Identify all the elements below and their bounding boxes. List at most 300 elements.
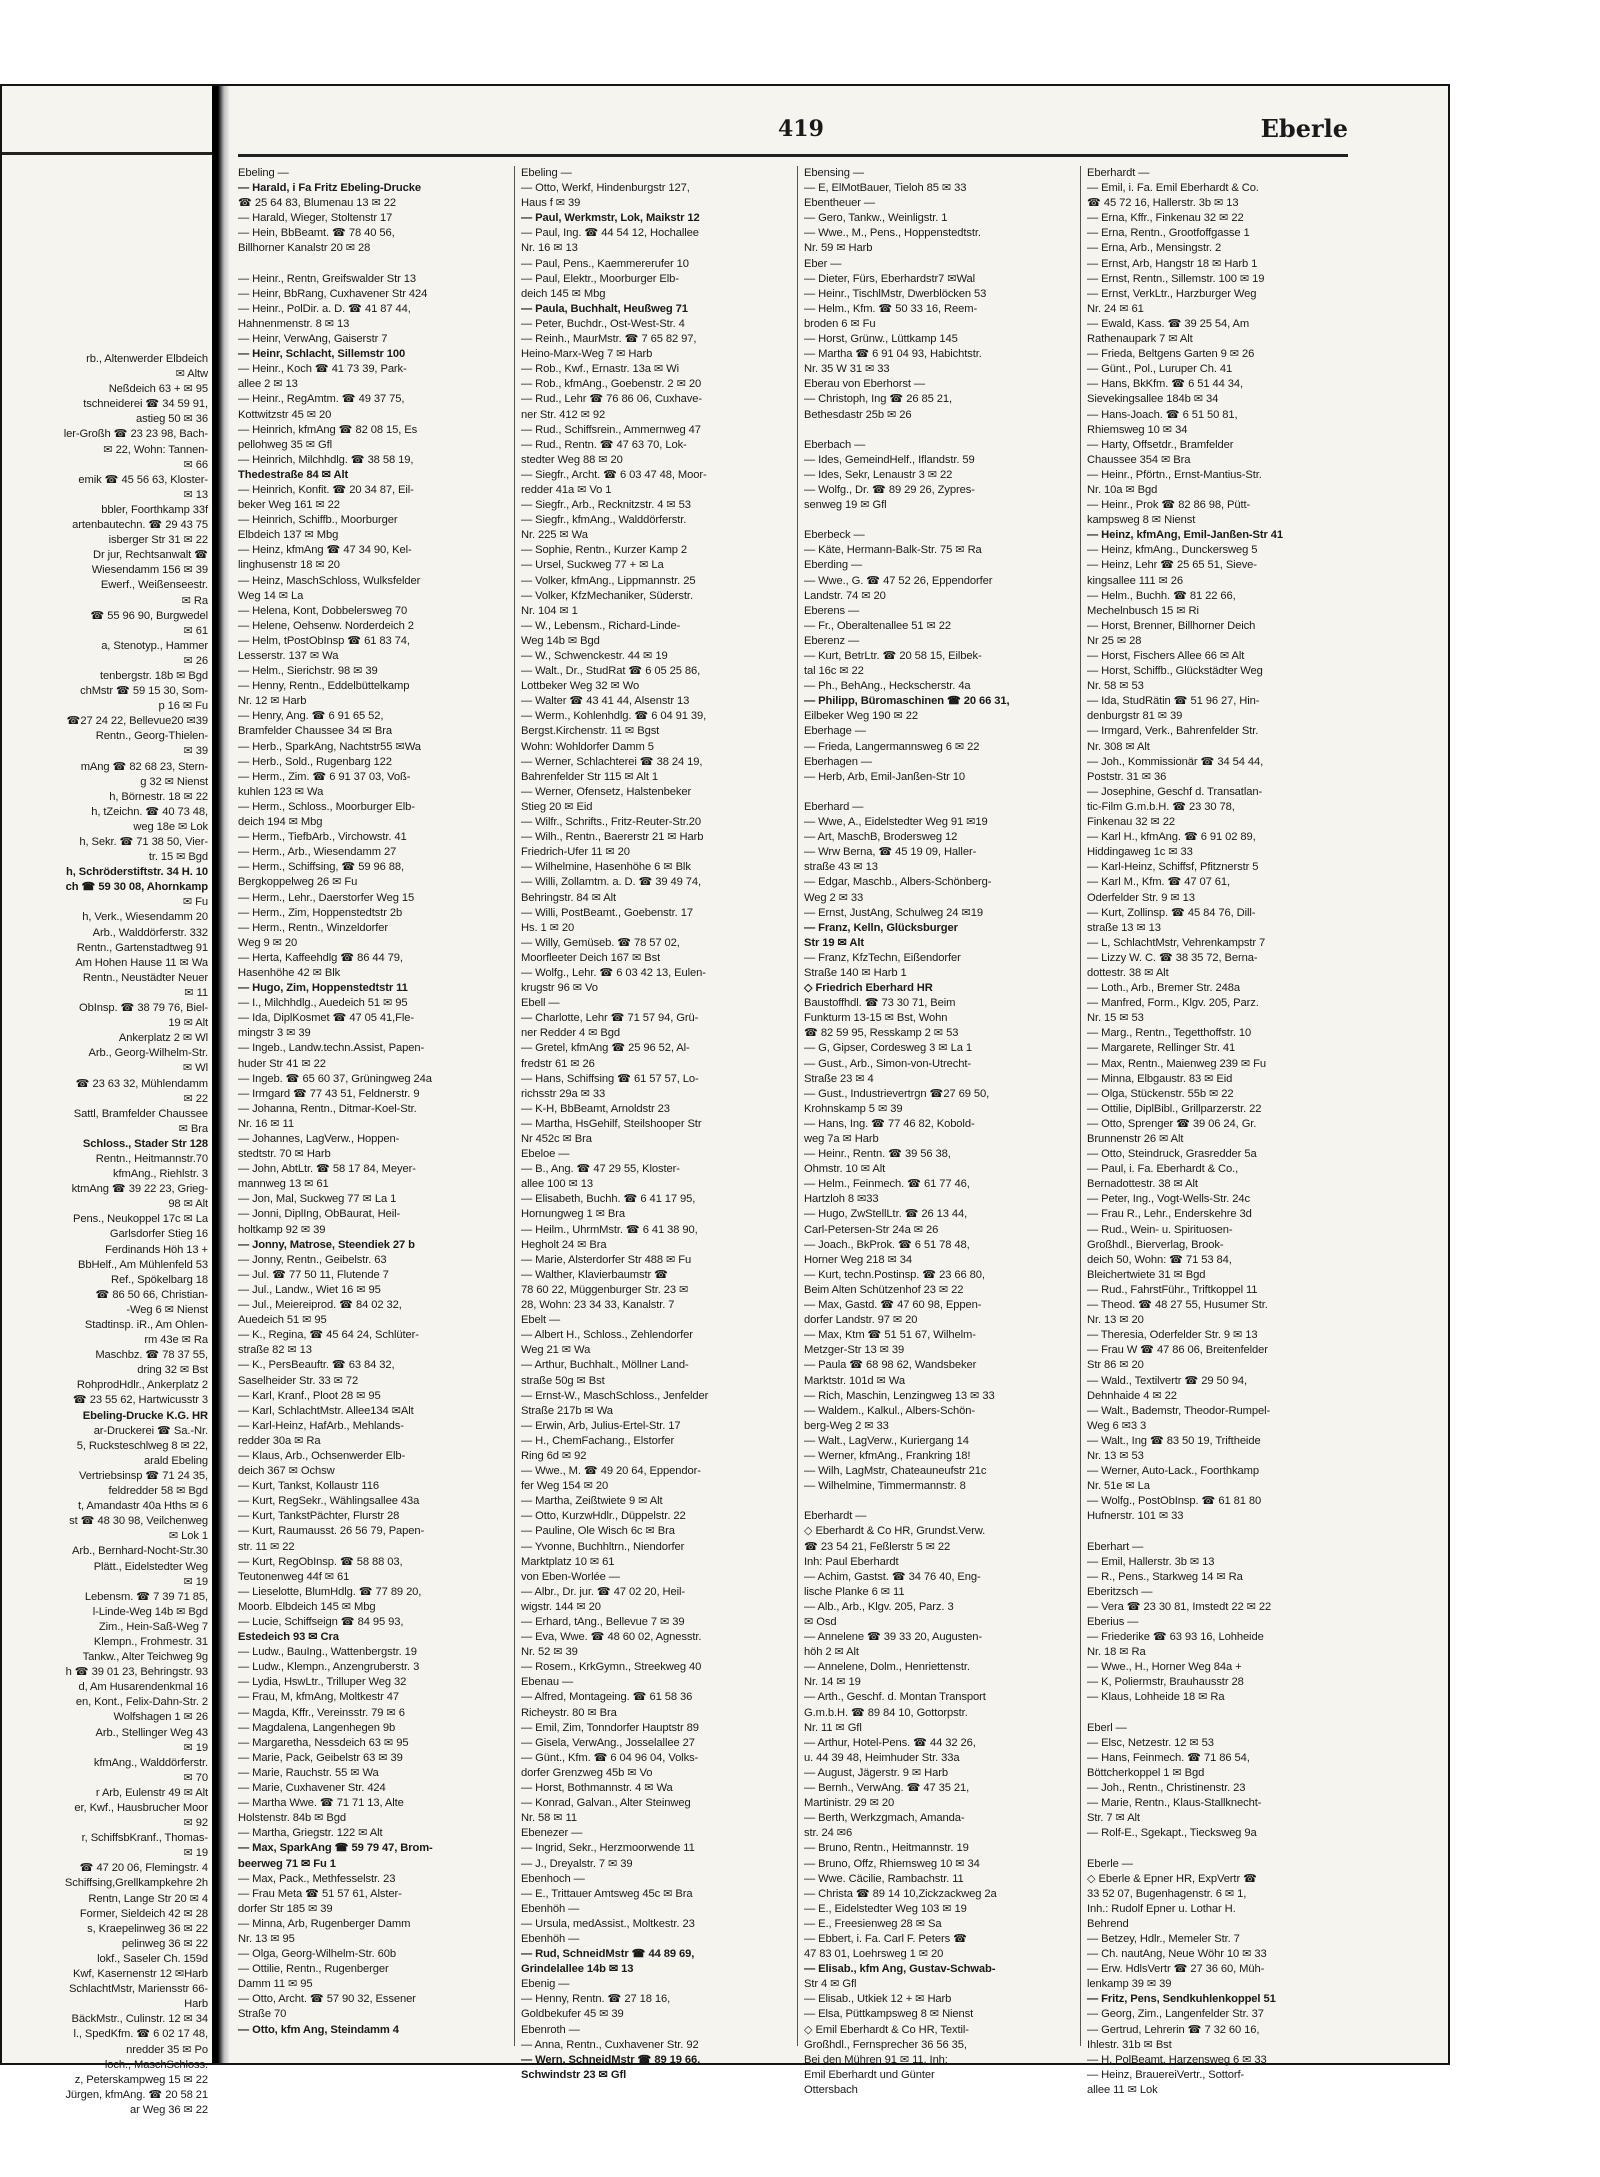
directory-entry-line: ✉ 11 (184, 986, 208, 999)
directory-entry-line: — Herb., Sold., Rugenbarg 122 (238, 755, 392, 768)
directory-entry-line: — Walt., Ing ☎ 83 50 19, Triftheide (1087, 1434, 1261, 1447)
directory-entry-line: Am Hohen Hause 11 ✉ Wa (75, 956, 208, 969)
directory-entry-line: — Annelene ☎ 39 33 20, Augusten- (804, 1631, 983, 1644)
directory-entry-line: — Bruno, Offz, Rhiemsweg 10 ✉ 34 (804, 1857, 980, 1870)
directory-entry-line: — Kurt, techn.Postinsp. ☎ 23 66 80, (804, 1268, 985, 1281)
directory-entry-line: deich 145 ✉ Mbg (521, 287, 606, 300)
directory-entry-line: — Ernst, Arb, Hangstr 18 ✉ Harb 1 (1087, 257, 1258, 270)
directory-entry-line: kfmAng., Walddörferstr. (93, 1756, 208, 1769)
directory-entry-line: — Karl M., Kfm. ☎ 47 07 61, (1087, 876, 1231, 889)
directory-entry-line: — L, SchlachtMstr, Vehrenkampstr 7 (1087, 936, 1266, 949)
directory-entry-line: — Max, SparkAng ☎ 59 79 47, Brom- (238, 1842, 433, 1855)
directory-entry-line: — Lizzy W. C. ☎ 38 35 72, Berna- (1087, 951, 1258, 964)
directory-entry-line: — Gust., Arb., Simon-von-Utrecht- (804, 1057, 972, 1070)
directory-entry-line: -Weg 6 ✉ Nienst (126, 1303, 208, 1316)
directory-entry-line: — Wolfg., Lehr. ☎ 6 03 42 13, Eulen- (521, 966, 706, 979)
directory-entry-line: — Herm., Lehr., Daerstorfer Weg 15 (238, 891, 415, 904)
directory-entry-line: — Alb., Arb., Klgv. 205, Parz. 3 (804, 1600, 954, 1613)
directory-entry-line: Hahnenmenstr. 8 ✉ 13 (238, 317, 350, 330)
directory-entry-line: — August, Jägerstr. 9 ✉ Harb (804, 1766, 948, 1779)
directory-entry-line: — Arth., Geschf. d. Montan Transport (804, 1691, 986, 1704)
directory-entry-line: redder 30a ✉ Ra (238, 1434, 321, 1447)
directory-entry-line: Eberding — (804, 559, 863, 572)
directory-entry-line: — Paul, Elektr., Moorburger Elb- (521, 272, 679, 285)
directory-entry-line: — Heinrich, Konfit. ☎ 20 34 87, Eil- (238, 483, 414, 496)
directory-entry-line: — Annelene, Dolm., Henriettenstr. (804, 1661, 970, 1674)
directory-entry-line: — Hans, BkKfm. ☎ 6 51 44 34, (1087, 378, 1244, 391)
directory-entry-line: Finkenau 32 ✉ 22 (1087, 816, 1176, 829)
directory-entry-line: — E., Freesienweg 28 ✉ Sa (804, 1917, 942, 1930)
directory-entry-line: allee 2 ✉ 13 (238, 378, 298, 391)
directory-entry-line: — Rosem., KrkGymn., Streekweg 40 (521, 1661, 702, 1674)
directory-entry-line: Weg 21 ✉ Wa (521, 1344, 591, 1357)
directory-entry-line: — Wolfg., Dr. ☎ 89 29 26, Zypres- (804, 483, 975, 496)
directory-entry-line: — J., Dreyalstr. 7 ✉ 39 (521, 1857, 633, 1870)
directory-entry-line: — Heinz, kfmAng, Emil-Janßen-Str 41 (1087, 529, 1284, 542)
spacer (804, 1494, 1072, 1509)
directory-entry-line: Str 19 ✉ Alt (804, 936, 864, 949)
directory-entry-line: — Wwe., G. ☎ 47 52 26, Eppendorfer (804, 574, 993, 587)
directory-entry-line: — Siegfr., Arb., Recknitzstr. 4 ✉ 53 (521, 499, 691, 512)
directory-entry-line: — Herta, Kaffeehdlg ☎ 86 44 79, (238, 951, 403, 964)
directory-entry-line: u. 44 39 48, Heimhuder Str. 33a (804, 1751, 960, 1764)
directory-entry-line: — Sophie, Rentn., Kurzer Kamp 2 (521, 544, 688, 557)
directory-entry-line: — Otto, kfm Ang, Steindamm 4 (238, 2023, 399, 2036)
directory-entry-line: holtkamp 92 ✉ 39 (238, 1223, 326, 1236)
directory-entry-line: Auedeich 51 ✉ 95 (238, 1314, 327, 1327)
directory-entry-line: Ring 6d ✉ 92 (521, 1449, 587, 1462)
directory-entry-line: deich 194 ✉ Mbg (238, 816, 323, 829)
directory-entry-line: h, Schröderstiftstr. 34 H. 10 (66, 866, 208, 879)
directory-entry-line: ar-Druckerei ☎ Sa.-Nr. (93, 1424, 208, 1437)
directory-entry-line: Stieg 20 ✉ Eid (521, 800, 593, 813)
directory-entry-line: — Heinrich, Milchhdlg. ☎ 38 58 19, (238, 453, 414, 466)
directory-entry-line: — Herm., Zim, Hoppenstedtstr 2b (238, 906, 403, 919)
directory-entry-line: — Heinz, Lehr ☎ 25 65 51, Sieve- (1087, 559, 1257, 572)
left-page-fragment (2, 86, 212, 2116)
directory-entry-line: — Wwe., H., Horner Weg 84a + (1087, 1661, 1242, 1674)
directory-entry-line: Weg 6 ✉3 3 (1087, 1419, 1147, 1432)
directory-entry-line: Hiddingaweg 1c ✉ 33 (1087, 846, 1193, 859)
directory-entry-line: — Elisab., kfm Ang, Gustav-Schwab- (804, 1963, 996, 1976)
directory-entry-line: — Frieda, Langermannsweg 6 ✉ 22 (804, 740, 980, 753)
directory-entry-line: — Siegfr., Archt. ☎ 6 03 47 48, Moor- (521, 468, 707, 481)
directory-entry-line: Ebenhoch — (521, 1872, 585, 1885)
directory-entry-line: Straße 140 ✉ Harb 1 (804, 966, 907, 979)
directory-entry-line: Nr. 35 W 31 ✉ 33 (804, 363, 890, 376)
directory-entry-line: — Lucie, Schiffseign ☎ 84 95 93, (238, 1616, 404, 1628)
directory-entry-line: Moorfleeter Deich 167 ✉ Bst (521, 951, 661, 964)
directory-entry-line: Ebell — (521, 997, 560, 1010)
directory-entry-line: Ebelt — (521, 1314, 561, 1327)
directory-entry-line: ✉ 22, Wohn: Tannen- (103, 443, 208, 456)
directory-entry-line: — Fritz, Pens, Sendkuhlenkoppel 51 (1087, 1993, 1276, 2006)
directory-entry-line: — Lydia, HswLtr., Trilluper Weg 32 (238, 1676, 407, 1689)
directory-entry-line: — Heinrich, kfmAng ☎ 82 08 15, Es (238, 423, 418, 436)
directory-entry-line: ✉ Osd (804, 1616, 837, 1628)
directory-entry-line: — Christa ☎ 89 14 10,Zickzackweg 2a (804, 1887, 997, 1900)
directory-entry-line: ☎ 47 20 06, Flemingstr. 4 (79, 1862, 208, 1875)
directory-entry-line: — Betzey, Hdlr., Memeler Str. 7 (1087, 1932, 1240, 1945)
directory-entry-line: 98 ✉ Alt (168, 1198, 208, 1211)
directory-entry-line: rb., Altenwerder Elbdeich (86, 353, 208, 365)
directory-entry-line: — Erna, Kffr., Finkenau 32 ✉ 22 (1087, 212, 1244, 225)
directory-entry-line: l., SpedKfm. ☎ 6 02 17 48, (73, 2028, 208, 2041)
directory-entry-line: — E., Trittauer Amtsweg 45c ✉ Bra (521, 1887, 693, 1900)
directory-entry-line: ◇ Emil Eberhardt & Co HR, Textil- (804, 2023, 969, 2036)
directory-entry-line: — Yvonne, Buchhltrn., Niendorfer (521, 1540, 685, 1553)
directory-entry-line: ktmAng ☎ 39 22 23, Grieg- (71, 1183, 208, 1196)
directory-entry-line: Saselheider Str. 33 ✉ 72 (238, 1374, 359, 1387)
directory-entry-line: Ferdinands Höh 13 + (105, 1243, 208, 1256)
directory-entry-line: Nr 25 ✉ 28 (1087, 634, 1142, 647)
directory-entry-line: — Ludw., Klempn., Anzengruberstr. 3 (238, 1661, 420, 1674)
directory-columns (238, 166, 1348, 2096)
directory-entry-line: — Rud., Lehr ☎ 76 86 06, Cuxhave- (521, 393, 703, 406)
directory-entry-line: — Marie, Rentn., Klaus-Stallknecht- (1087, 1797, 1262, 1810)
directory-entry-line: Metzger-Str 13 ✉ 39 (804, 1344, 905, 1357)
column-divider (1080, 166, 1081, 2046)
directory-entry-line: — Fr., Oberaltenallee 51 ✉ 22 (804, 619, 952, 632)
directory-entry-line: — Paul, Pens., Kaemmererufer 10 (521, 257, 689, 270)
directory-entry-line: — Arthur, Hotel-Pens. ☎ 44 32 26, (804, 1736, 976, 1749)
directory-entry-line: — Bernh., VerwAng. ☎ 47 35 21, (804, 1782, 970, 1795)
directory-entry-line: — Karl H., kfmAng. ☎ 6 91 02 89, (1087, 831, 1256, 844)
directory-entry-line: — Jul. ☎ 77 50 11, Flutende 7 (238, 1268, 389, 1281)
directory-entry-line: Eberhage — (804, 725, 866, 738)
directory-entry-line: — W., Lebensm., Richard-Linde- (521, 619, 681, 632)
directory-entry-line: — Wilh., Rentn., Baererstr 21 ✉ Harb (521, 831, 704, 844)
directory-entry-line: berg-Weg 2 ✉ 33 (804, 1419, 889, 1432)
directory-entry-line: Horner Weg 218 ✉ 34 (804, 1253, 913, 1266)
directory-entry-line: Maschbz. ☎ 78 37 55, (95, 1349, 208, 1362)
directory-entry-line: — Ingeb. ☎ 65 60 37, Grüningweg 24a (238, 1072, 432, 1085)
directory-entry-line: ner Str. 412 ✉ 92 (521, 408, 606, 421)
directory-entry-line: G.m.b.H. ☎ 89 84 10, Gottorpstr. (804, 1706, 968, 1719)
directory-entry-line: RohprodHdlr., Ankerplatz 2 (76, 1379, 208, 1392)
directory-entry-line: huder Str 41 ✉ 22 (238, 1057, 326, 1070)
directory-entry-line: Richeystr. 80 ✉ Bra (521, 1706, 617, 1719)
directory-entry-line: — Harald, Wieger, Stoltenstr 17 (238, 212, 393, 225)
directory-entry-line: — Albert H., Schloss., Zehlendorfer (521, 1329, 693, 1342)
directory-entry-line: Eilbeker Weg 190 ✉ 22 (804, 710, 919, 723)
directory-entry-line: Hs. 1 ✉ 20 (521, 921, 575, 934)
directory-entry-line: 78 60 22, Müggenburger Str. 23 ✉ (521, 1283, 689, 1296)
directory-entry-line: — Johanna, Rentn., Ditmar-Koel-Str. (238, 1102, 417, 1115)
directory-entry-line: Ebenig — (521, 1978, 570, 1991)
directory-entry-line: — Herm., Rentn., Winzeldorfer (238, 921, 389, 934)
directory-entry-line: — Heinr., PolDir. a. D. ☎ 41 87 44, (238, 302, 411, 315)
directory-entry-line: — Gero, Tankw., Weinligstr. 1 (804, 212, 948, 225)
directory-entry-line: — Gertrud, Lehrerin ☎ 7 32 60 16, (1087, 2023, 1260, 2036)
directory-entry-line: Jürgen, kfmAng. ☎ 20 58 21 (65, 2088, 208, 2101)
directory-entry-line: — Karl, Kranf., Ploot 28 ✉ 95 (238, 1389, 381, 1402)
directory-entry-line: — Frau W ☎ 47 86 06, Breitenfelder (1087, 1344, 1268, 1357)
directory-entry-line: ☎ 23 55 62, Hartwicusstr 3 (72, 1394, 208, 1407)
directory-entry-line: mingstr 3 ✉ 39 (238, 1027, 311, 1040)
directory-entry-line: — Helm., Feinmech. ☎ 61 77 46, (804, 1178, 970, 1191)
directory-entry-line: — Kurt, RegObInsp. ☎ 58 88 03, (238, 1555, 403, 1568)
directory-entry-line: — Walt., Bademstr, Theodor-Rumpel- (1087, 1404, 1271, 1417)
directory-entry-line: — Heinr, BbRang, Cuxhavener Str 424 (238, 287, 428, 300)
directory-entry-line: — Wilhelmine, Hasenhöhe 6 ✉ Blk (521, 861, 691, 874)
directory-entry-line: Neßdeich 63 + ✉ 95 (108, 383, 208, 396)
directory-entry-line: Ebeling-Drucke K.G. HR (82, 1409, 208, 1422)
directory-entry-line: — Kurt, Raumausst. 26 56 79, Papen- (238, 1525, 425, 1538)
directory-entry-line: straße 13 ✉ 13 (1087, 921, 1161, 934)
directory-entry-line: — Heinr, VerwAng, Gaiserstr 7 (238, 333, 388, 346)
directory-entry-line: Bei den Mühren 91 ✉ 11, Inh: (804, 2053, 948, 2066)
directory-entry-line: Eber — (804, 257, 842, 270)
directory-entry-line: stedter Weg 88 ✉ 20 (521, 453, 623, 466)
directory-entry-line: — Ernst, VerkLtr., Harzburger Weg (1087, 287, 1257, 300)
directory-entry-line: — Frau, M, kfmAng, Moltkestr 47 (238, 1691, 400, 1704)
directory-entry-line: tenbergstr. 18b ✉ Bgd (99, 669, 208, 682)
directory-entry-line: ObInsp. ☎ 38 79 76, Biel- (79, 1002, 208, 1015)
directory-entry-line: — Werner, kfmAng., Frankring 18! (804, 1449, 971, 1462)
directory-entry-line: Friedrich-Ufer 11 ✉ 20 (521, 846, 630, 859)
directory-entry-line: — Heinrich, Schiffb., Moorburger (238, 514, 398, 527)
directory-column-4 (1087, 166, 1355, 2096)
directory-entry-line: — Ebbert, i. Fa. Carl F. Peters ☎ (804, 1932, 967, 1945)
directory-entry-line: — Loth., Arb., Bremer Str. 248a (1087, 982, 1240, 995)
directory-entry-line: Str 86 ✉ 20 (1087, 1359, 1144, 1372)
directory-entry-line: — Heinr., Koch ☎ 41 73 39, Park- (238, 363, 407, 376)
directory-entry-line: Nr. 10a ✉ Bgd (1087, 483, 1158, 496)
directory-entry-line: ☎ 86 50 66, Christian- (95, 1288, 208, 1301)
directory-entry-line: beker Weg 161 ✉ 22 (238, 499, 340, 512)
directory-entry-line: — Gisela, VerwAng., Josselallee 27 (521, 1736, 695, 1749)
directory-entry-line: — Günt., Pol., Luruper Ch. 41 (1087, 363, 1233, 376)
directory-entry-line: — Elisab., Utkiek 12 + ✉ Harb (804, 1993, 952, 2006)
directory-entry-line: — Herm., Zim. ☎ 6 91 37 03, Voß- (238, 770, 411, 783)
directory-entry-line: ☎27 24 22, Bellevue20 ✉39 (66, 715, 208, 728)
directory-entry-line: rm 43e ✉ Ra (144, 1334, 208, 1347)
directory-entry-line: Ebeloe — (521, 1148, 570, 1161)
directory-entry-line: Kwf, Kasernenstr 12 ✉Harb (73, 1968, 208, 1981)
directory-entry-line: Holstenstr. 84b ✉ Bgd (238, 1812, 347, 1825)
directory-entry-line: — Olga, Georg-Wilhelm-Str. 60b (238, 1948, 397, 1961)
directory-entry-line: — I., Milchhdlg., Auedeich 51 ✉ 95 (238, 997, 408, 1010)
directory-entry-line: Hegholt 24 ✉ Bra (521, 1238, 607, 1251)
directory-entry-line: Hornungweg 1 ✉ Bra (521, 1208, 625, 1221)
directory-entry-line: — Rud., Schiffsrein., Ammernweg 47 (521, 423, 701, 436)
directory-entry-line: tschneiderei ☎ 34 59 91, (83, 398, 208, 411)
directory-entry-line: Ebenezer — (521, 1827, 583, 1840)
directory-entry-line: — Franz, KfzTechn, Eißendorfer (804, 951, 961, 964)
directory-entry-line: — Jon, Mal, Suckweg 77 ✉ La 1 (238, 1193, 397, 1206)
directory-entry-line: — R., Pens., Starkweg 14 ✉ Ra (1087, 1570, 1243, 1583)
directory-entry-line: — G, Gipser, Cordesweg 3 ✉ La 1 (804, 1042, 972, 1055)
directory-entry-line: — Klaus, Arb., Ochsenwerder Elb- (238, 1449, 406, 1462)
directory-entry-line: — Irmgard, Verk., Bahrenfelder Str. (1087, 725, 1259, 738)
directory-entry-line: — Theresia, Oderfelder Str. 9 ✉ 13 (1087, 1329, 1258, 1342)
directory-entry-line: ✉ 66 (183, 458, 208, 471)
directory-entry-line: redder 41a ✉ Vo 1 (521, 483, 612, 496)
directory-entry-line: kingsallee 111 ✉ 26 (1087, 574, 1183, 587)
directory-entry-line: ✉ 61 (183, 624, 208, 637)
directory-entry-line: — Minna, Elbgaustr. 83 ✉ Eid (1087, 1072, 1233, 1085)
spacer (804, 785, 1072, 800)
directory-entry-line: — Max, Gastd. ☎ 47 60 98, Eppen- (804, 1299, 982, 1312)
directory-entry-line: dorfer Grenzweg 45b ✉ Vo (521, 1766, 653, 1779)
directory-entry-line: — Henry, Ang. ☎ 6 91 65 52, (238, 710, 384, 723)
directory-entry-line: ✉ 19 (183, 1741, 208, 1754)
directory-entry-line: Rentn., Neustädter Neuer (82, 971, 208, 984)
directory-entry-line: Pens., Neukoppel 17c ✉ La (73, 1213, 208, 1226)
directory-entry-line: Nr. 18 ✉ Ra (1087, 1646, 1146, 1659)
directory-entry-line: — Margaretha, Nessdeich 63 ✉ 95 (238, 1736, 409, 1749)
directory-entry-line: — Ida, StudRätin ☎ 51 96 27, Hin- (1087, 695, 1260, 708)
directory-entry-line: — Martha, Griegstr. 122 ✉ Alt (238, 1827, 383, 1840)
directory-entry-line: — Christoph, Ing ☎ 26 85 21, (804, 393, 952, 406)
directory-entry-line: — Hugo, Zim, Hoppenstedtstr 11 (238, 982, 408, 995)
directory-entry-line: Damm 11 ✉ 95 (238, 1978, 313, 1991)
book-gutter (212, 86, 230, 2063)
directory-entry-line: Arb., Stellinger Weg 43 (95, 1726, 208, 1739)
directory-entry-line: Carl-Petersen-Str 24a ✉ 26 (804, 1223, 939, 1236)
directory-entry-line: Ankerplatz 2 ✉ Wl (118, 1032, 208, 1045)
directory-entry-line: — Jul., Landw., Wiet 16 ✉ 95 (238, 1283, 381, 1296)
directory-entry-line: — Heinr., Rentn, Greifswalder Str 13 (238, 272, 416, 285)
directory-entry-line: Rhiemsweg 10 ✉ 34 (1087, 423, 1188, 436)
directory-entry-line: ✉ 70 (183, 1771, 208, 1784)
directory-entry-line: — Erna, Rentn., Grootfoffgasse 1 (1087, 227, 1250, 240)
directory-entry-line: — Ludw., BauIng., Wattenbergstr. 19 (238, 1646, 417, 1659)
directory-entry-line: Eberens — (804, 604, 860, 617)
directory-entry-line: — Helm, tPostObInsp ☎ 61 83 74, (238, 634, 410, 647)
directory-entry-line: Str 4 ✉ Gfl (804, 1978, 857, 1991)
directory-entry-line: Goldbekufer 45 ✉ 39 (521, 2008, 624, 2021)
directory-entry-line: Nr. 13 ✉ 53 (1087, 1449, 1144, 1462)
directory-entry-line: ☎ 23 63 32, Mühlendamm (75, 1077, 208, 1090)
directory-entry-line: Ebenhöh — (521, 1932, 580, 1945)
directory-entry-line: kuhlen 123 ✉ Wa (238, 785, 324, 798)
directory-entry-line: — Elsa, Püttkampsweg 8 ✉ Nienst (804, 2008, 974, 2021)
directory-entry-line: — Heinr., RegAmtm. ☎ 49 37 75, (238, 393, 405, 406)
directory-entry-line: Nr. 13 ✉ 20 (1087, 1314, 1144, 1327)
directory-entry-line: Ebentheuer — (804, 197, 875, 210)
directory-entry-line: Nr. 14 ✉ 19 (804, 1676, 861, 1689)
directory-entry-line: — Helena, Kont, Dobbelersweg 70 (238, 604, 408, 617)
directory-entry-line: — B., Ang. ☎ 47 29 55, Kloster- (521, 1163, 680, 1176)
directory-entry-line: — Pauline, Ole Wisch 6c ✉ Bra (521, 1525, 675, 1538)
directory-entry-line: Ref., Spökelbarg 18 (111, 1273, 208, 1286)
directory-entry-line: Plätt., Eidelstedter Weg (93, 1560, 208, 1573)
directory-entry-line: Eberle — (1087, 1857, 1133, 1870)
directory-entry-line: Elbdeich 137 ✉ Mbg (238, 529, 339, 542)
directory-entry-line: Ebenau — (521, 1676, 574, 1689)
directory-entry-line: Haus f ✉ 39 (521, 197, 581, 210)
directory-entry-line: — Helm., Kfm. ☎ 50 33 16, Reem- (804, 302, 978, 315)
directory-entry-line: mAng ☎ 82 68 23, Stern- (80, 760, 208, 773)
directory-entry-line: Ottersbach (804, 2083, 858, 2096)
directory-entry-line: Bergst.Kirchenstr. 11 ✉ Bgst (521, 725, 660, 738)
directory-entry-line: — Wwe., M., Pens., Hoppenstedtstr. (804, 227, 981, 240)
directory-entry-line: dorfer Landstr. 97 ✉ 20 (804, 1314, 918, 1327)
directory-entry-line: — Achim, Gastst. ☎ 34 76 40, Eng- (804, 1570, 981, 1583)
directory-entry-line: h, tZeichn. ☎ 40 73 48, (91, 805, 208, 818)
directory-entry-line: — Horst, Fischers Allee 66 ✉ Alt (1087, 650, 1245, 662)
directory-entry-line: — Willi, PostBeamt., Goebenstr. 17 (521, 906, 693, 919)
directory-entry-line: straße 50g ✉ Bst (521, 1374, 605, 1387)
directory-entry-line: Nr. 308 ✉ Alt (1087, 740, 1150, 753)
directory-entry-line: — Heinz, kfmAng., Dunckersweg 5 (1087, 544, 1258, 557)
directory-entry-line: — Otto, Sprenger ☎ 39 06 24, Gr. (1087, 1117, 1257, 1130)
directory-entry-line: — Paul, Werkmstr, Lok, Maikstr 12 (521, 212, 700, 225)
directory-entry-line: — Heinz, kfmAng ☎ 47 34 90, Kel- (238, 544, 412, 557)
directory-entry-line: — Albr., Dr. jur. ☎ 47 02 20, Heil- (521, 1585, 686, 1598)
directory-entry-line: — Ernst, JustAng, Schulweg 24 ✉19 (804, 906, 983, 919)
directory-entry-line: Dr jur, Rechtsanwalt ☎ (93, 549, 208, 562)
directory-entry-line: — Alfred, Montageing. ☎ 61 58 36 (521, 1691, 693, 1704)
directory-entry-line: deich 50, Wohn: ☎ 71 53 84, (1087, 1253, 1232, 1266)
directory-entry-line: — Ottilie, DiplBibl., Grillparzerstr. 22 (1087, 1102, 1262, 1115)
directory-entry-line: d, Am Husarendenkmal 16 (78, 1681, 208, 1694)
directory-entry-line: — Jonny, Matrose, Steendiek 27 b (238, 1238, 415, 1251)
directory-entry-line: — Rud., Wein- u. Spirituosen- (1087, 1223, 1233, 1236)
directory-entry-line: Krohnskamp 5 ✉ 39 (804, 1102, 903, 1115)
directory-entry-line: str. 24 ✉6 (804, 1827, 853, 1840)
directory-entry-line: — Edgar, Maschb., Albers-Schönberg- (804, 876, 992, 889)
directory-entry-line: ner Redder 4 ✉ Bgd (521, 1027, 620, 1040)
directory-entry-line: — Josephine, Geschf d. Transatlan- (1087, 785, 1263, 798)
directory-entry-line: Wolfshagen 1 ✉ 26 (113, 1711, 208, 1724)
directory-entry-line: lische Planke 6 ✉ 11 (804, 1585, 905, 1598)
directory-entry-line: — Paula ☎ 68 98 62, Wandsbeker (804, 1359, 977, 1372)
directory-entry-line: — Olga, Stückenstr. 55b ✉ 22 (1087, 1087, 1234, 1100)
directory-entry-line: Lottbeker Weg 32 ✉ Wo (521, 680, 640, 693)
directory-column-3 (804, 166, 1072, 2096)
directory-entry-line: Klempn., Frohmestr. 31 (93, 1635, 208, 1648)
directory-entry-line: Zim., Hein-Saß-Weg 7 (98, 1620, 208, 1633)
directory-entry-line: — K., PersBeauftr. ☎ 63 84 32, (238, 1359, 395, 1372)
directory-entry-line: — Willy, Gemüseb. ☎ 78 57 02, (521, 936, 680, 949)
directory-entry-line: Nr. 15 ✉ 53 (1087, 1012, 1144, 1025)
directory-entry-line: Poststr. 31 ✉ 36 (1087, 770, 1167, 783)
directory-entry-line: Funkturm 13-15 ✉ Bst, Wohn (804, 1012, 948, 1025)
directory-entry-line: Nr. 104 ✉ 1 (521, 604, 578, 617)
directory-entry-line: — Martha, HsGehilf, Steilshooper Str (521, 1117, 702, 1130)
directory-entry-line: r Arb, Eulenstr 49 ✉ Alt (95, 1786, 208, 1799)
directory-entry-line: — Georg, Zim., Langenfelder Str. 37 (1087, 2008, 1264, 2021)
directory-entry-line: — Peter, Ing., Vogt-Wells-Str. 24c (1087, 1193, 1251, 1206)
directory-entry-line: — Magdalena, Langenhegen 9b (238, 1721, 396, 1734)
directory-entry-line: Ebeling — (521, 167, 572, 179)
directory-entry-line: — Hein, BbBeamt. ☎ 78 40 56, (238, 227, 395, 240)
directory-entry-line: — Elisabeth, Buchh. ☎ 6 41 17 95, (521, 1193, 696, 1206)
directory-entry-line: senweg 19 ✉ Gfl (804, 499, 887, 512)
directory-entry-line: — Günt., Kfm. ☎ 6 04 96 04, Volks- (521, 1751, 699, 1764)
directory-entry-line: — Erhard, tAng., Bellevue 7 ✉ 39 (521, 1616, 685, 1628)
directory-entry-line: weg 18e ✉ Lok (133, 820, 208, 833)
directory-entry-line: Hasenhöhe 42 ✉ Blk (238, 966, 341, 979)
directory-entry-line: — K-H, BbBeamt, Arnoldstr 23 (521, 1102, 670, 1115)
directory-entry-line: bbler, Foorthkamp 33f (101, 503, 208, 516)
directory-entry-line: — Ides, GemeindHelf., Iflandstr. 59 (804, 453, 975, 466)
directory-entry-line: — Frau R., Lehr., Enderskehre 3d (1087, 1208, 1252, 1221)
directory-entry-line: — Ernst, Rentn., Sillemstr. 100 ✉ 19 (1087, 272, 1265, 285)
directory-entry-line: — Manfred, Form., Klgv. 205, Parz. (1087, 997, 1259, 1010)
directory-entry-line: z, Peterskampweg 15 ✉ 22 (74, 2073, 208, 2086)
running-head: Eberle (1260, 114, 1348, 143)
directory-entry-line: — Margarete, Rellinger Str. 41 (1087, 1042, 1236, 1055)
directory-entry-line: ✉ 22 (183, 1092, 208, 1105)
directory-entry-line: — Walt., Dr., StudRat ☎ 6 05 25 86, (521, 665, 701, 678)
directory-entry-line: — Magda, Kffr., Vereinsstr. 79 ✉ 6 (238, 1706, 405, 1719)
directory-entry-line: — Emil, Hallerstr. 3b ✉ 13 (1087, 1555, 1215, 1568)
directory-entry-line: feldredder 58 ✉ Bgd (108, 1485, 208, 1498)
